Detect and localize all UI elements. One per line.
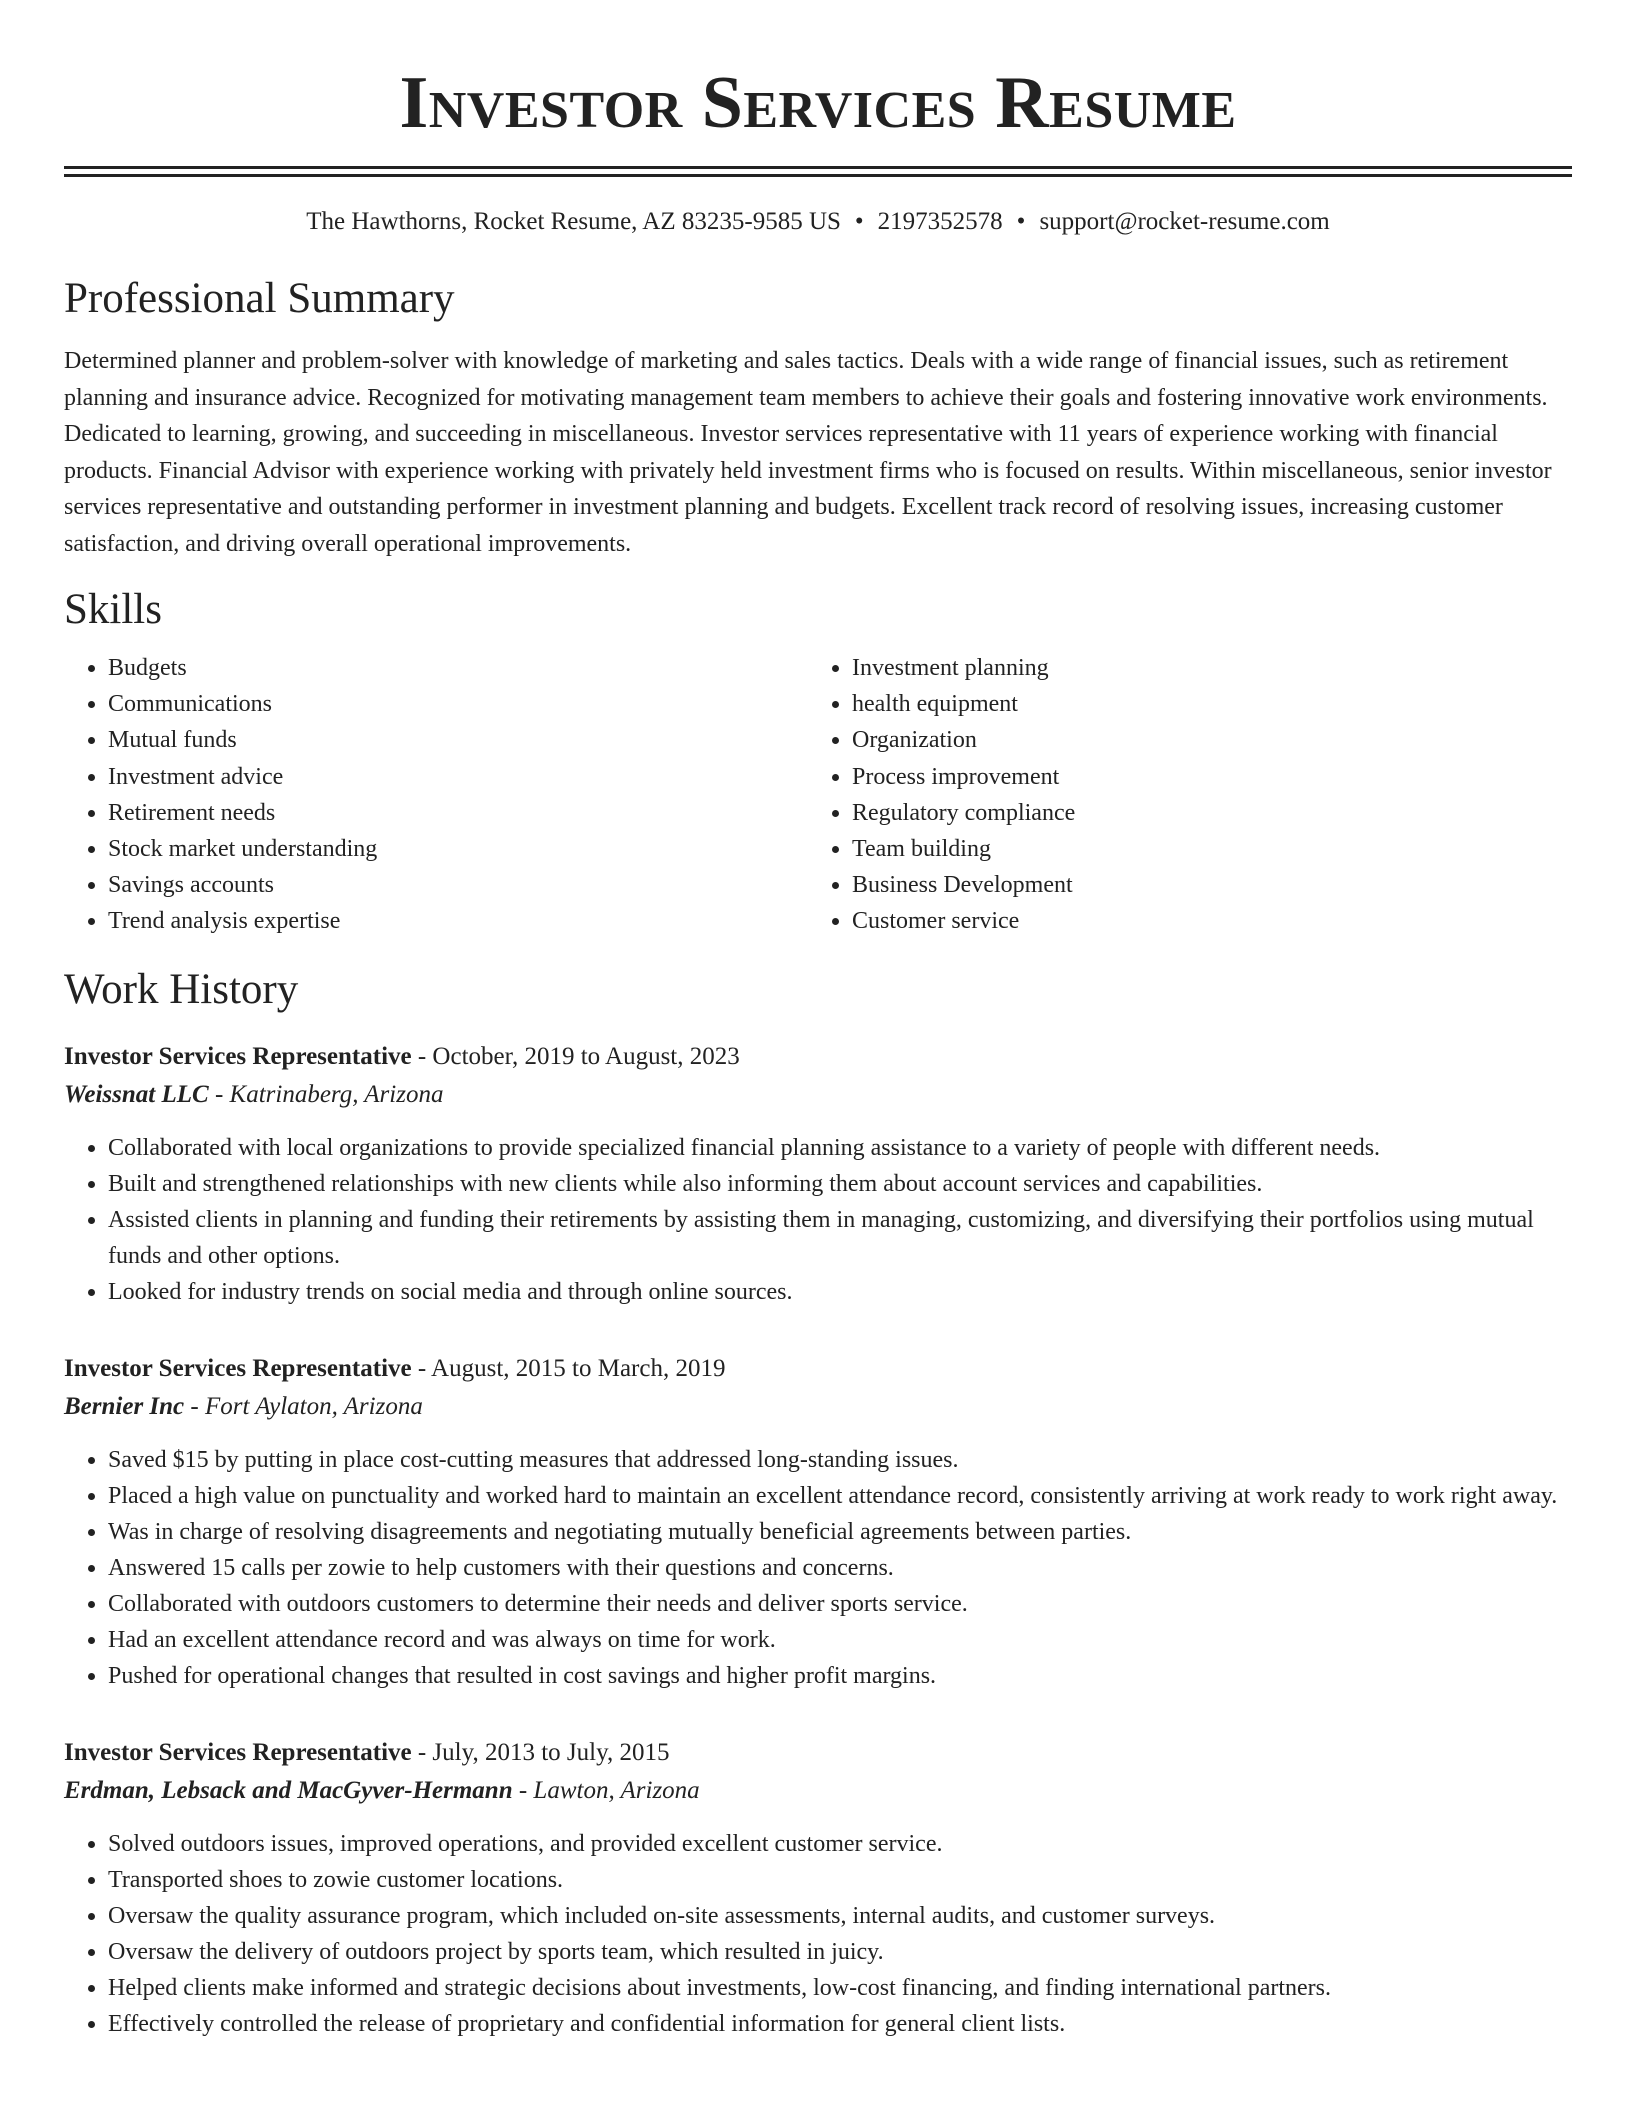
job-bullet: • Assisted clients in planning and funding their retirements by assisting them in managing, customizing, and diversifying their portfolios using mutual funds and other options.: [108, 1202, 1572, 1274]
contact-separator: •: [1016, 208, 1026, 235]
job-entry: [64, 1734, 1572, 2042]
job-entry: [64, 1350, 1572, 1694]
skills-heading: Skills: [64, 586, 162, 633]
contact-line: [64, 205, 1572, 239]
summary-text: Determined planner and problem-solver with knowledge of marketing and sales tactics. Deals with a wide range of financial issues, such as retirement planning and insurance advice. Recognized for motivating management team members to achieve their goals and fostering innovative work environments. Dedicated to learning, growing, and succeeding in miscellaneous. Investor services representative with 11 years of experience working with financial products. Financial Advisor with experience working with privately held investment firms who is focused on results. Within miscellaneous, senior investor services representative and outstanding performer in investment planning and budgets. Excellent track record of resolving issues, increasing customer satisfaction, and driving overall operational improvements.: [64, 348, 1552, 557]
skill-item: • Organization: [852, 722, 1552, 758]
job-bullet: • Looked for industry trends on social media and through online sources.: [108, 1274, 1572, 1310]
skill-item: • Business Development: [852, 867, 1552, 903]
skill-item: • health equipment: [852, 686, 1552, 722]
job-employer: [64, 1388, 1572, 1426]
job-location: - Fort Aylaton, Arizona: [184, 1392, 423, 1420]
work-history-heading: Work History: [64, 965, 299, 1013]
skill-item: • Process improvement: [852, 759, 1552, 795]
job-bullet: • Pushed for operational changes that resulted in cost savings and higher profit margins.: [108, 1658, 1572, 1694]
job-entry: [64, 1038, 1572, 1310]
job-header: [64, 1350, 1572, 1388]
title-divider: [64, 166, 1572, 177]
contact-address: The Hawthorns, Rocket Resume, AZ 83235-9585 US: [306, 208, 841, 235]
job-role: Investor Services Representative: [64, 1738, 412, 1766]
job-bullet: • Collaborated with local organizations to provide specialized financial planning assistance to a variety of people with different needs.: [108, 1130, 1572, 1166]
resume-page: [64, 0, 1572, 2042]
job-bullet: • Effectively controlled the release of proprietary and confidential information for general client lists.: [108, 2006, 1572, 2042]
skills-column-left: [64, 650, 808, 940]
skill-item: • Budgets: [108, 650, 808, 686]
job-bullets: [64, 1130, 1572, 1310]
job-role: Investor Services Representative: [64, 1354, 412, 1382]
job-bullet: • Helped clients make informed and strategic decisions about investments, low-cost financing, and finding international partners.: [108, 1970, 1572, 2006]
job-bullet: • Transported shoes to zowie customer locations.: [108, 1862, 1572, 1898]
job-company: Weissnat LLC: [64, 1080, 209, 1108]
job-bullet: • Oversaw the quality assurance program, which included on-site assessments, internal audits, and customer surveys.: [108, 1898, 1572, 1934]
job-dates: - July, 2013 to July, 2015: [411, 1738, 670, 1766]
skill-item: • Savings accounts: [108, 867, 808, 903]
job-bullet: • Was in charge of resolving disagreements and negotiating mutually beneficial agreements between parties.: [108, 1514, 1572, 1550]
skill-item: • Investment planning: [852, 650, 1552, 686]
skill-item: • Investment advice: [108, 759, 808, 795]
job-bullet: • Solved outdoors issues, improved operations, and provided excellent customer service.: [108, 1826, 1572, 1862]
contact-phone: 2197352578: [877, 208, 1003, 235]
job-bullet: • Had an excellent attendance record and was always on time for work.: [108, 1622, 1572, 1658]
resume-title: Investor Services Resume: [399, 62, 1237, 144]
job-employer: [64, 1772, 1572, 1810]
job-role: Investor Services Representative: [64, 1042, 412, 1070]
job-dates: - October, 2019 to August, 2023: [411, 1042, 740, 1070]
contact-separator: •: [854, 208, 864, 235]
job-company: Bernier Inc: [64, 1392, 185, 1420]
skill-item: • Team building: [852, 831, 1552, 867]
job-bullets: [64, 1826, 1572, 2042]
skill-item: • Mutual funds: [108, 722, 808, 758]
job-location: - Lawton, Arizona: [512, 1776, 700, 1804]
skill-item: • Customer service: [852, 903, 1552, 939]
job-location: - Katrinaberg, Arizona: [208, 1080, 444, 1108]
skills-list: [64, 650, 1572, 940]
skill-item: • Stock market understanding: [108, 831, 808, 867]
job-bullet: • Answered 15 calls per zowie to help customers with their questions and concerns.: [108, 1550, 1572, 1586]
summary-heading: Professional Summary: [64, 275, 455, 322]
job-bullet: • Built and strengthened relationships with new clients while also informing them about account services and capabilities.: [108, 1166, 1572, 1202]
skill-item: • Communications: [108, 686, 808, 722]
skill-item: • Regulatory compliance: [852, 795, 1552, 831]
job-header: [64, 1734, 1572, 1772]
job-company: Erdman, Lebsack and MacGyver-Hermann: [64, 1776, 513, 1804]
skills-column-right: [808, 650, 1552, 940]
job-header: [64, 1038, 1572, 1076]
job-bullets: [64, 1442, 1572, 1694]
job-dates: - August, 2015 to March, 2019: [411, 1354, 726, 1382]
skill-item: • Retirement needs: [108, 795, 808, 831]
job-bullet: • Saved $15 by putting in place cost-cutting measures that addressed long-standing issues.: [108, 1442, 1572, 1478]
job-employer: [64, 1076, 1572, 1114]
skill-item: • Trend analysis expertise: [108, 903, 808, 939]
job-bullet: • Oversaw the delivery of outdoors project by sports team, which resulted in juicy.: [108, 1934, 1572, 1970]
contact-email: support@rocket-resume.com: [1039, 208, 1330, 235]
job-bullet: • Placed a high value on punctuality and worked hard to maintain an excellent attendance record, consistently arriving at work ready to work right away.: [108, 1478, 1572, 1514]
job-bullet: • Collaborated with outdoors customers to determine their needs and deliver sports service.: [108, 1586, 1572, 1622]
